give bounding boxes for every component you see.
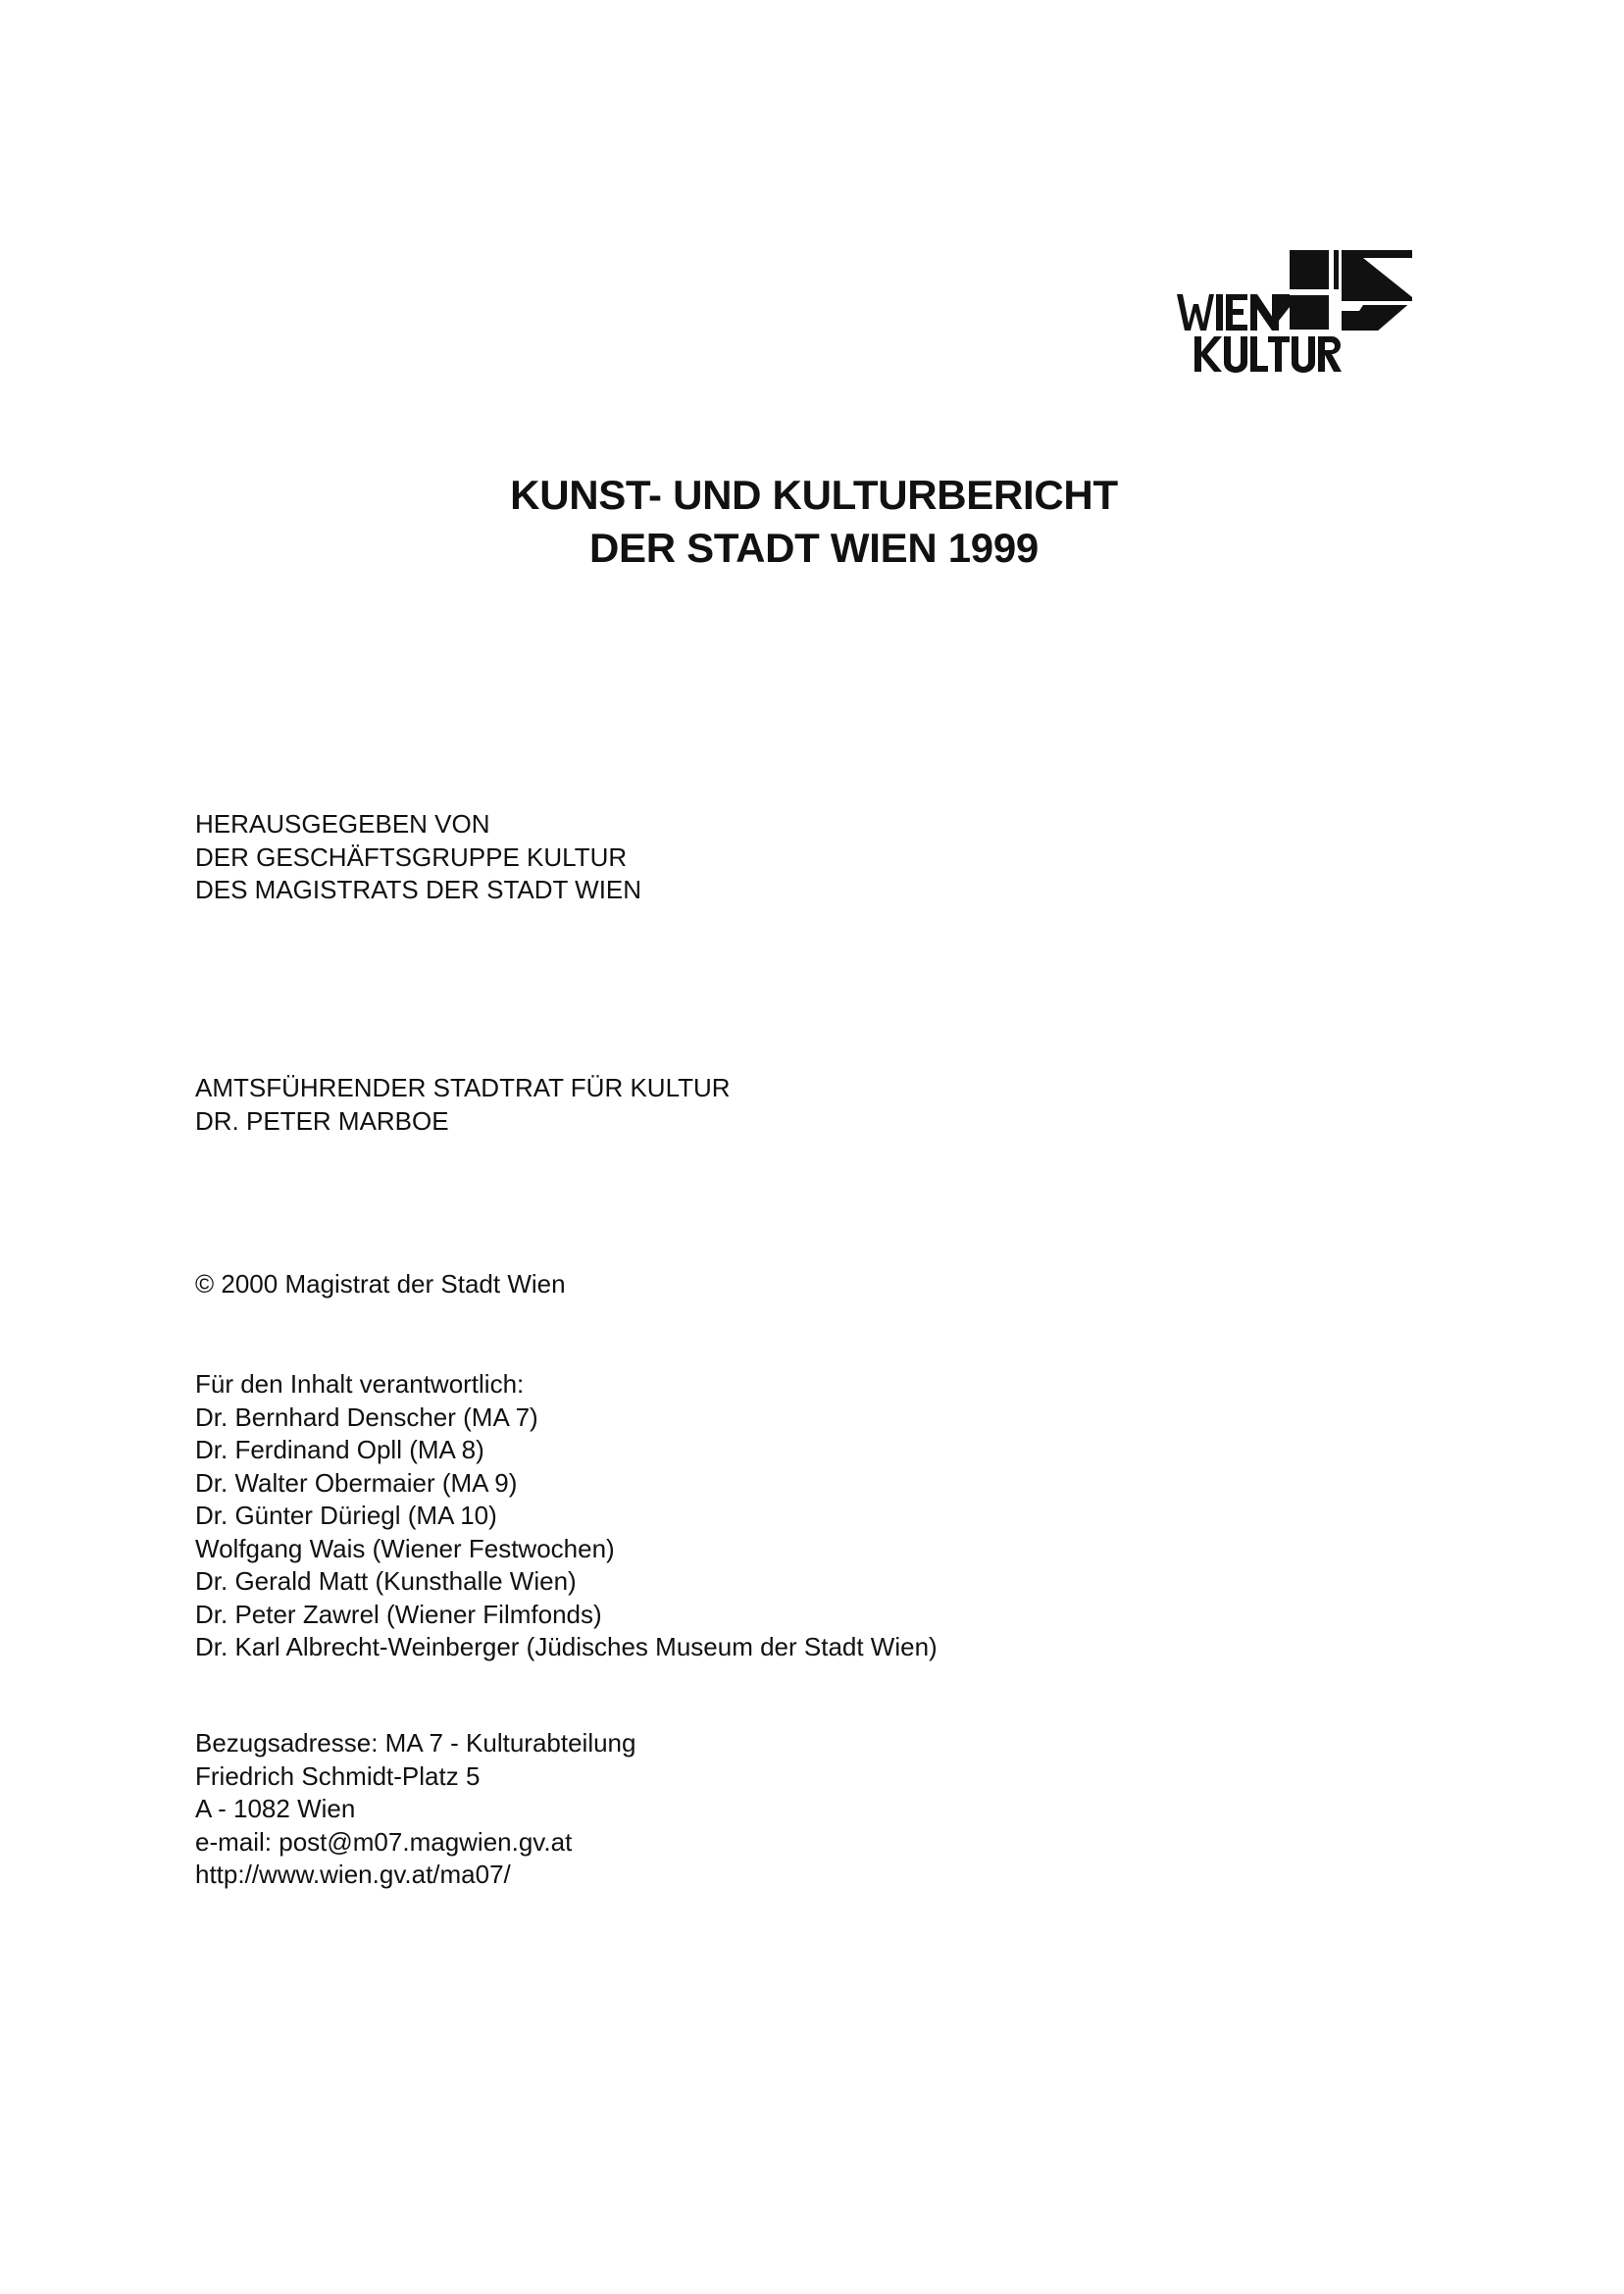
publisher-block bbox=[195, 808, 641, 907]
wien-kultur-logo bbox=[1177, 250, 1422, 376]
title-line-1: KUNST- UND KULTURBERICHT bbox=[510, 472, 1118, 518]
title-line-2: DER STADT WIEN 1999 bbox=[589, 525, 1039, 571]
address-line: Friedrich Schmidt-Platz 5 bbox=[195, 1760, 481, 1791]
responsible-person: Dr. Ferdinand Opll (MA 8) bbox=[195, 1435, 484, 1464]
address-line: Bezugsadresse: MA 7 - Kulturabteilung bbox=[195, 1728, 636, 1758]
address-block bbox=[195, 1727, 635, 1892]
responsible-person: Dr. Karl Albrecht-Weinberger (Jüdisches Museum der Stadt Wien) bbox=[195, 1632, 938, 1661]
publisher-line: HERAUSGEGEBEN VON bbox=[195, 809, 490, 839]
stadtrat-line: DR. PETER MARBOE bbox=[195, 1105, 449, 1136]
responsible-person: Dr. Gerald Matt (Kunsthalle Wien) bbox=[195, 1566, 577, 1596]
website-link[interactable]: http://www.wien.gv.at/ma07/ bbox=[195, 1860, 511, 1889]
responsible-person: Dr. Peter Zawrel (Wiener Filmfonds) bbox=[195, 1599, 602, 1629]
copyright-text: © 2000 Magistrat der Stadt Wien bbox=[195, 1269, 566, 1299]
address-line: A - 1082 Wien bbox=[195, 1794, 356, 1823]
responsible-person: Wolfgang Wais (Wiener Festwochen) bbox=[195, 1533, 615, 1563]
publisher-line: DER GESCHÄFTSGRUPPE KULTUR bbox=[195, 841, 628, 872]
responsible-heading: Für den Inhalt verantwortlich: bbox=[195, 1369, 525, 1399]
responsible-person: Dr. Bernhard Denscher (MA 7) bbox=[195, 1402, 538, 1432]
responsible-block bbox=[195, 1368, 938, 1664]
stadtrat-block bbox=[195, 1072, 731, 1138]
responsible-person: Dr. Günter Düriegl (MA 10) bbox=[195, 1501, 497, 1530]
email-link[interactable]: e-mail: post@m07.magwien.gv.at bbox=[195, 1826, 573, 1857]
copyright-block bbox=[195, 1268, 566, 1301]
publisher-line: DES MAGISTRATS DER STADT WIEN bbox=[195, 875, 642, 904]
responsible-person: Dr. Walter Obermaier (MA 9) bbox=[195, 1467, 518, 1498]
stadtrat-line: AMTSFÜHRENDER STADTRAT FÜR KULTUR bbox=[195, 1073, 731, 1102]
